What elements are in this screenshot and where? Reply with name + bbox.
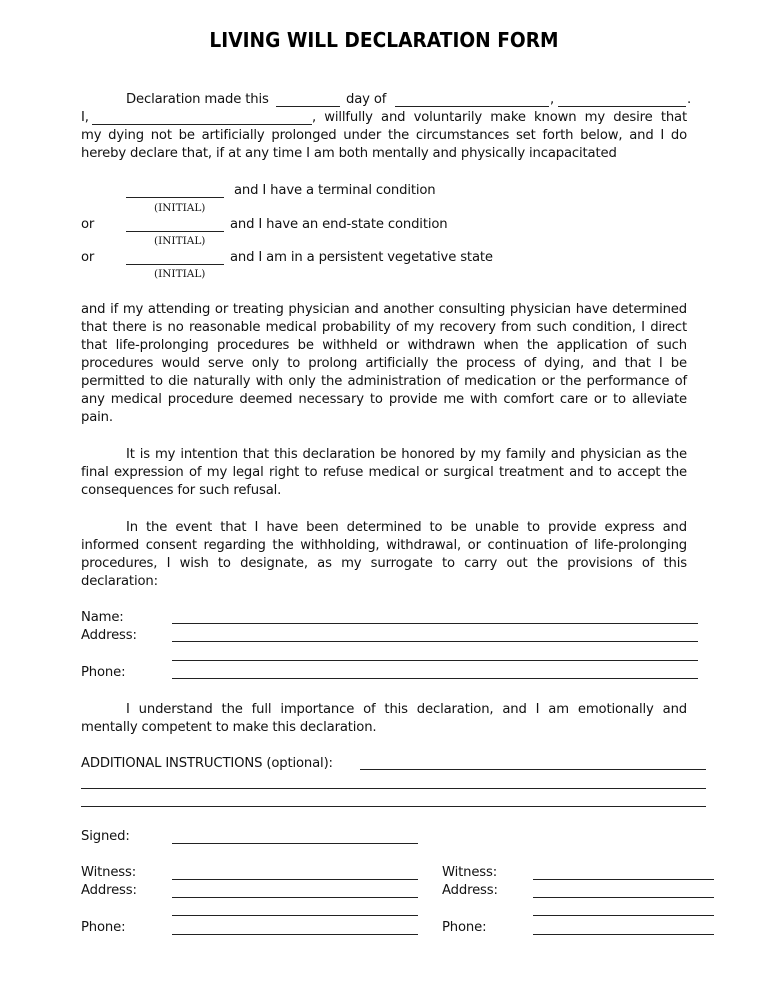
witness-1-address-line1-field[interactable] (172, 883, 418, 898)
directive-paragraph: and if my attending or treating physician and another consulting physician have determined that there is no reasonable medical probability of my recovery from such condition, I direct that life-prolonging procedures be withheld or withdrawn when the application of such procedures would serve only to prolong artificially the process of dying, and that I be permitted to die naturally with only the administration of medication or the performance of any medical procedure deemed necessary to provide me with comfort care or to alleviate pain. (81, 302, 687, 425)
additional-instructions-line1-field[interactable] (360, 755, 706, 770)
additional-instructions-line3-field[interactable] (81, 792, 706, 807)
terminal-condition-text: and I have a terminal condition (234, 183, 436, 198)
witness-2-field[interactable] (533, 865, 714, 880)
declaration-line3-text: my dying not be artificially prolonged under the circumstances set forth below, and I do (81, 128, 687, 143)
intention-paragraph: It is my intention that this declaration be honored by my family and physician as the final expression of my legal right to refuse medical or surgical treatment and to accept the consequences for such refusal. (81, 447, 687, 498)
signature-field[interactable] (172, 829, 418, 844)
witness-label: Witness: (81, 865, 137, 880)
declarant-prefix: I, (81, 110, 89, 125)
vegetative-state-text: and I am in a persistent vegetative state (230, 250, 493, 265)
understanding-paragraph: I understand the full importance of this declaration, and I am emotionally and mentally competent to make this declaration. (81, 702, 687, 735)
declaration-day-field[interactable] (276, 92, 340, 107)
witness-2-phone-field[interactable] (533, 920, 714, 935)
surrogate-address-label: Address: (81, 628, 137, 643)
signed-label: Signed: (81, 829, 130, 844)
declaration-line2-text: , willfully and voluntarily make known my desire that (312, 110, 687, 125)
declarant-name-field[interactable] (92, 110, 312, 125)
initial-label: (INITIAL) (154, 268, 206, 280)
surrogate-phone-label: Phone: (81, 665, 126, 680)
surrogate-name-field[interactable] (172, 609, 698, 624)
surrogate-address-line1-field[interactable] (172, 627, 698, 642)
witness-phone-label: Phone: (81, 920, 126, 935)
declaration-prefix: Declaration made this (126, 92, 269, 107)
witness-1-field[interactable] (172, 865, 418, 880)
period-text: . (687, 92, 692, 107)
witness-phone-label: Phone: (442, 920, 487, 935)
surrogate-paragraph: In the event that I have been determined to be unable to provide express and informed consent regarding the withholding, withdrawal, or continuation of life-prolonging procedures, I wish to designate, as my surrogate to carry out the provisions of this declaration: (81, 520, 687, 589)
witness-address-label: Address: (81, 883, 137, 898)
witness-2-address-line2-field[interactable] (533, 901, 714, 916)
witness-2-address-line1-field[interactable] (533, 883, 714, 898)
witness-1-phone-field[interactable] (172, 920, 418, 935)
initial-label: (INITIAL) (154, 202, 206, 214)
initial-label: (INITIAL) (154, 235, 206, 247)
surrogate-name-label: Name: (81, 610, 124, 625)
page-title: LIVING WILL DECLARATION FORM (209, 28, 559, 52)
surrogate-address-line2-field[interactable] (172, 646, 698, 661)
additional-instructions-label: ADDITIONAL INSTRUCTIONS (optional): (81, 756, 333, 771)
terminal-condition-initial-field[interactable] (126, 183, 224, 198)
or-text: or (81, 217, 95, 232)
witness-1-address-line2-field[interactable] (172, 901, 418, 916)
end-state-condition-text: and I have an end-state condition (230, 217, 448, 232)
end-state-condition-initial-field[interactable] (126, 217, 224, 232)
day-of-text: day of (346, 92, 387, 107)
witness-address-label: Address: (442, 883, 498, 898)
declaration-line4-text: hereby declare that, if at any time I am both mentally and physically incapacitated (81, 146, 617, 161)
witness-label: Witness: (442, 865, 498, 880)
additional-instructions-line2-field[interactable] (81, 774, 706, 789)
declaration-month-field[interactable] (395, 92, 549, 107)
or-text: or (81, 250, 95, 265)
surrogate-phone-field[interactable] (172, 664, 698, 679)
declaration-year-field[interactable] (558, 92, 686, 107)
comma-text: , (550, 92, 555, 107)
vegetative-state-initial-field[interactable] (126, 250, 224, 265)
